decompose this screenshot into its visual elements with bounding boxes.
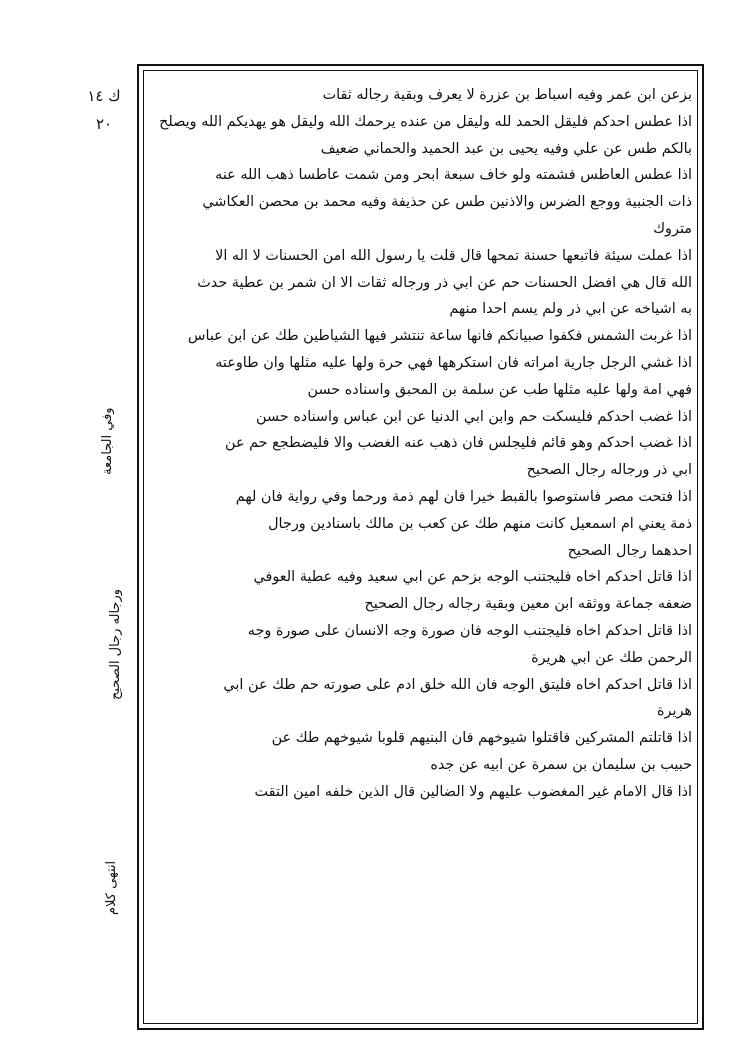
text-line: اذا غربت الشمس فكفوا صبيانكم فانها ساعة تنتشر فيها الشياطين طك عن ابن عباس — [187, 328, 692, 345]
folio-mark-line: ك ١٤ — [87, 87, 121, 105]
text-line: متروك — [653, 220, 692, 237]
text-line: ذات الجنبية ووجع الضرس والاذنين طس عن حذيفة وفيه محمد بن محصن العكاشي — [202, 194, 692, 211]
text-line: اذا قال الامام غير المغضوب عليهم ولا الضالين قال الذين خلفه امين التقت — [254, 783, 692, 800]
margin-note: انتهى كلام — [104, 860, 119, 915]
text-line: اذا غضب احدكم فليسكت حم وابن ابي الدنيا عن ابن عباس واسناده حسن — [255, 408, 692, 425]
text-line: اذا عملت سيئة فاتبعها حسنة تمحها قال قلت يا رسول الله امن الحسنات لا اله الا — [215, 247, 692, 264]
margin-note: ورجاله رجال الصحيح — [108, 588, 123, 700]
manuscript-text — [152, 82, 692, 806]
folio-mark — [80, 82, 128, 138]
text-line: فهي امة ولها عليه مثلها طب عن سلمة بن المحبق واسناده حسن — [307, 381, 692, 398]
text-line: اذا عطس العاطس فشمته ولو خاف سبعة ابحر ومن شمت عاطسا ذهب الله عنه — [215, 167, 692, 184]
text-line: بالكم طس عن علي وفيه يحيى بن عبد الحميد والحماني ضعيف — [320, 140, 692, 157]
text-line: الرحمن طك عن ابي هريرة — [531, 649, 692, 666]
text-line: اذا غضب احدكم وهو قائم فليجلس فان ذهب عنه الغضب والا فليضطجع حم عن — [224, 435, 692, 452]
text-line: اذا قاتل احدكم اخاه فليتق الوجه فان الله خلق ادم على صورته حم طك عن ابي — [223, 676, 692, 693]
text-line: اذا غشي الرجل جارية امراته فان استكرهها فهي حرة ولها عليه مثلها وان طاوعته — [215, 354, 692, 371]
text-line: ابي ذر ورجاله رجال الصحيح — [526, 462, 692, 479]
text-line: احدهما رجال الصحيح — [567, 542, 692, 559]
folio-mark-line: ٢٠ — [95, 115, 113, 133]
text-line: بزعن ابن عمر وفيه اسباط بن عزرة لا يعرف وبقية رجاله ثقات — [322, 87, 692, 103]
text-line: حبيب بن سليمان بن سمرة عن ابيه عن جده — [430, 756, 692, 773]
text-line: اذا قاتل احدكم اخاه فليجتنب الوجه فان صورة وجه الانسان على صورة وجه — [247, 622, 692, 639]
text-line: اذا عطس احدكم فليقل الحمد لله وليقل من عنده يرحمك الله وليقل هو يهديكم الله ويصلح — [159, 113, 692, 130]
text-line: اذا قاتل احدكم اخاه فليجتنب الوجه بزحم عن ابي سعيد وفيه عطية العوفي — [253, 569, 692, 586]
text-line: اذا قاتلتم المشركين فاقتلوا شيوخهم فان البنيهم قلوبا شيوخهم طك عن — [271, 730, 692, 747]
text-line: ذمة يعني ام اسمعيل كانت منهم طك عن كعب بن مالك باسنادين ورجال — [268, 515, 692, 532]
text-line: ضعفه جماعة ووثقه ابن معين وبقية رجاله رجال الصحيح — [364, 596, 692, 613]
text-line: اذا فتحت مصر فاستوصوا بالقبط خيرا فان لهم ذمة ورحما وفي رواية فان لهم — [235, 488, 692, 505]
text-line: هريرة — [656, 703, 692, 720]
margin-note: وفي الجامعة — [100, 407, 115, 475]
text-line: به اشياخه عن ابي ذر ولم يسم احدا منهم — [449, 301, 692, 318]
text-line: الله قال هي افضل الحسنات حم عن ابي ذر ورجاله ثقات الا ان شمر بن عطية حدث — [197, 274, 692, 291]
